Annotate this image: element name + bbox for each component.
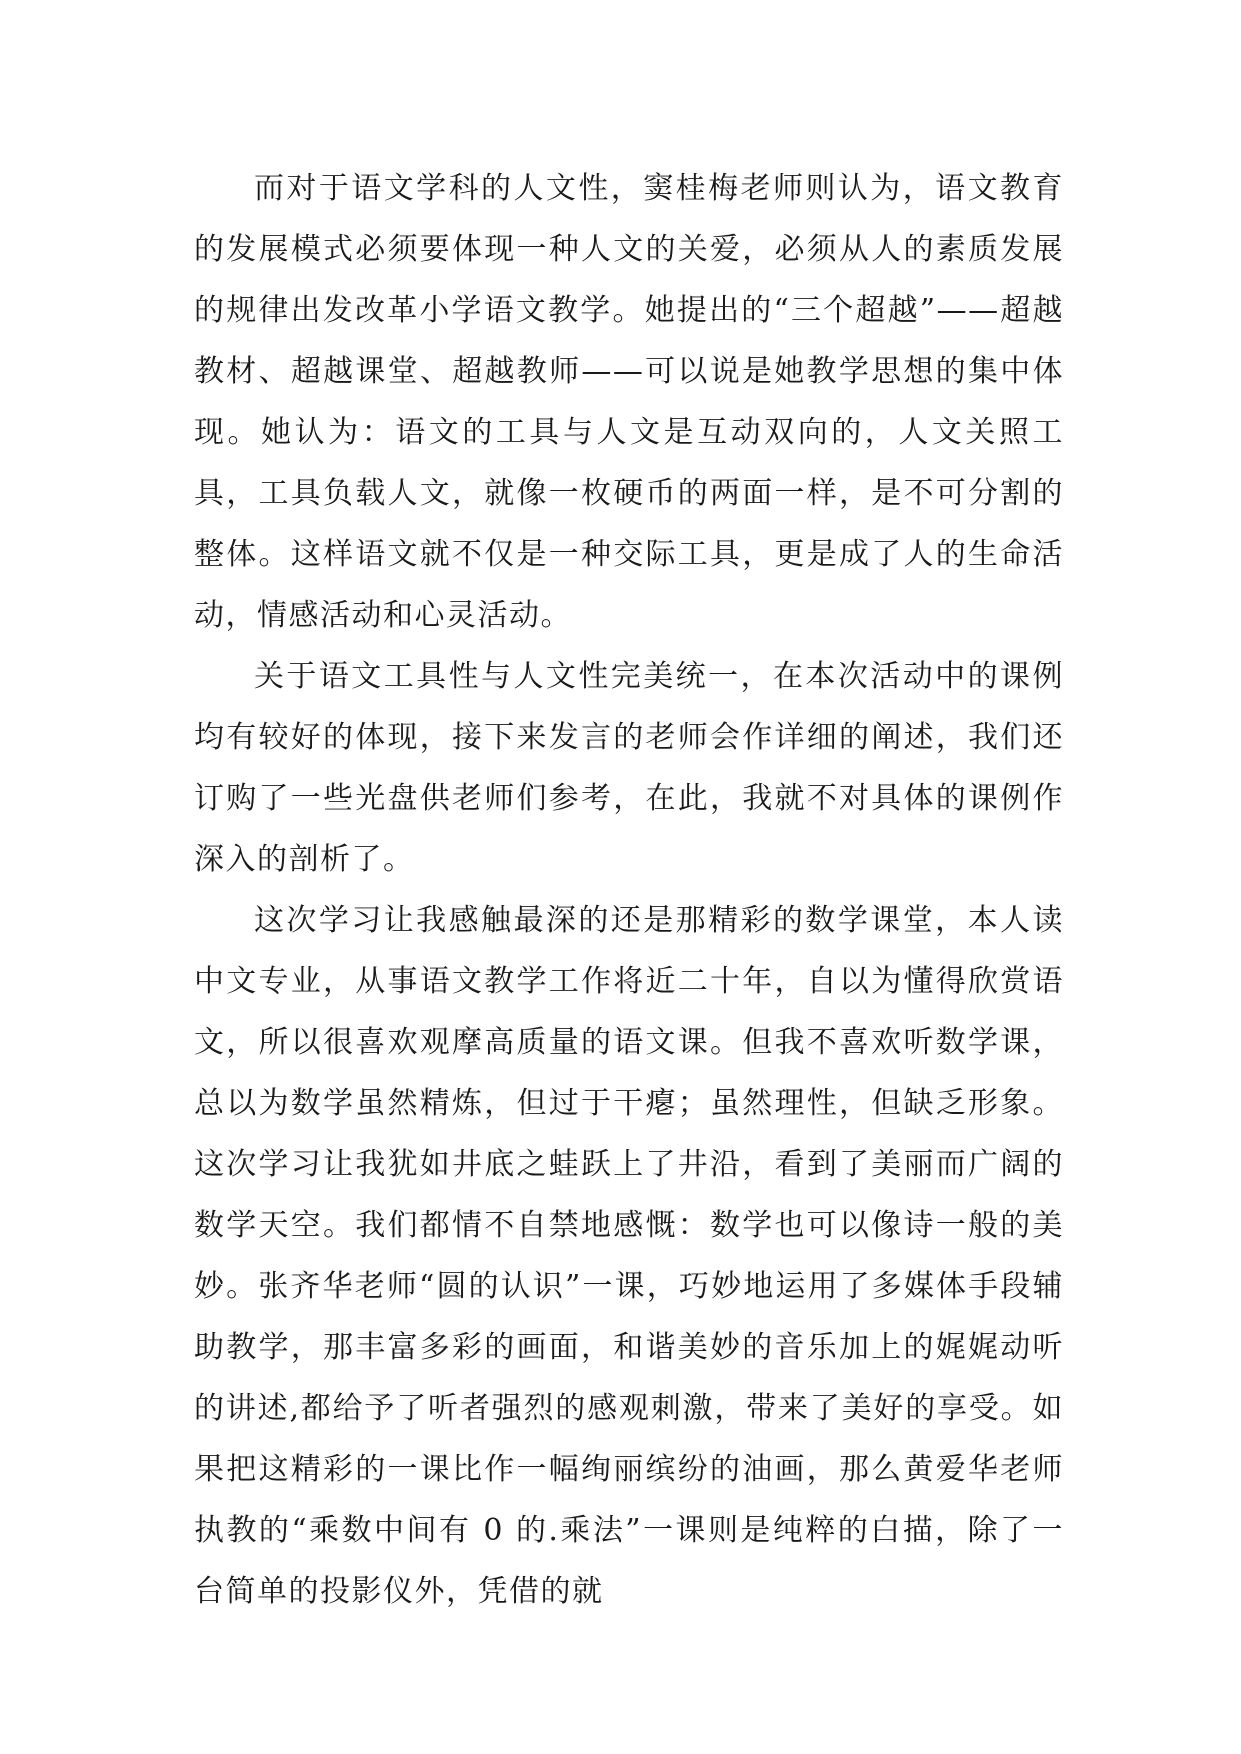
paragraph-2: 关于语文工具性与人文性完美统一，在本次活动中的课例均有较好的体现，接下来发言的老师会作详细的阐述，我们还订购了一些光盘供老师们参考，在此，我就不对具体的课例作深入的剖析了。 [194, 659, 1064, 877]
paragraph-1: 而对于语文学科的人文性，窦桂梅老师则认为，语文教育的发展模式必须要体现一种人文的关爱，必须从人的素质发展的规律出发改革小学语文教学。她提出的“三个超越”——超越教材、超越课堂、超越教师——可以说是她教学思想的集中体现。她认为：语文的工具与人文是互动双向的，人文关照工具，工具负载人文，就像一枚硬币的两面一样，是不可分割的整体。这样语文就不仅是一种交际工具，更是成了人的生命活动，情感活动和心灵活动。 [194, 171, 1064, 633]
paragraph-3: 这次学习让我感触最深的还是那精彩的数学课堂，本人读中文专业，从事语文教学工作将近二十年，自以为懂得欣赏语文，所以很喜欢观摩高质量的语文课。但我不喜欢听数学课，总以为数学虽然精炼，但过于干瘪；虽然理性，但缺乏形象。这次学习让我犹如井底之蛙跃上了井沿，看到了美丽而广阔的数学天空。我们都情不自禁地感慨：数学也可以像诗一般的美妙。张齐华老师“圆的认识”一课，巧妙地运用了多媒体手段辅助教学，那丰富多彩的画面，和谐美妙的音乐加上的娓娓动听的讲述,都给予了听者强烈的感观刺激，带来了美好的享受。如果把这精彩的一课比作一幅绚丽缤纷的油画，那么黄爱华老师执教的“乘数中间有 0 的.乘法”一课则是纯粹的白描，除了一台简单的投影仪外，凭借的就 [194, 903, 1064, 1609]
body-text [194, 158, 1064, 1622]
